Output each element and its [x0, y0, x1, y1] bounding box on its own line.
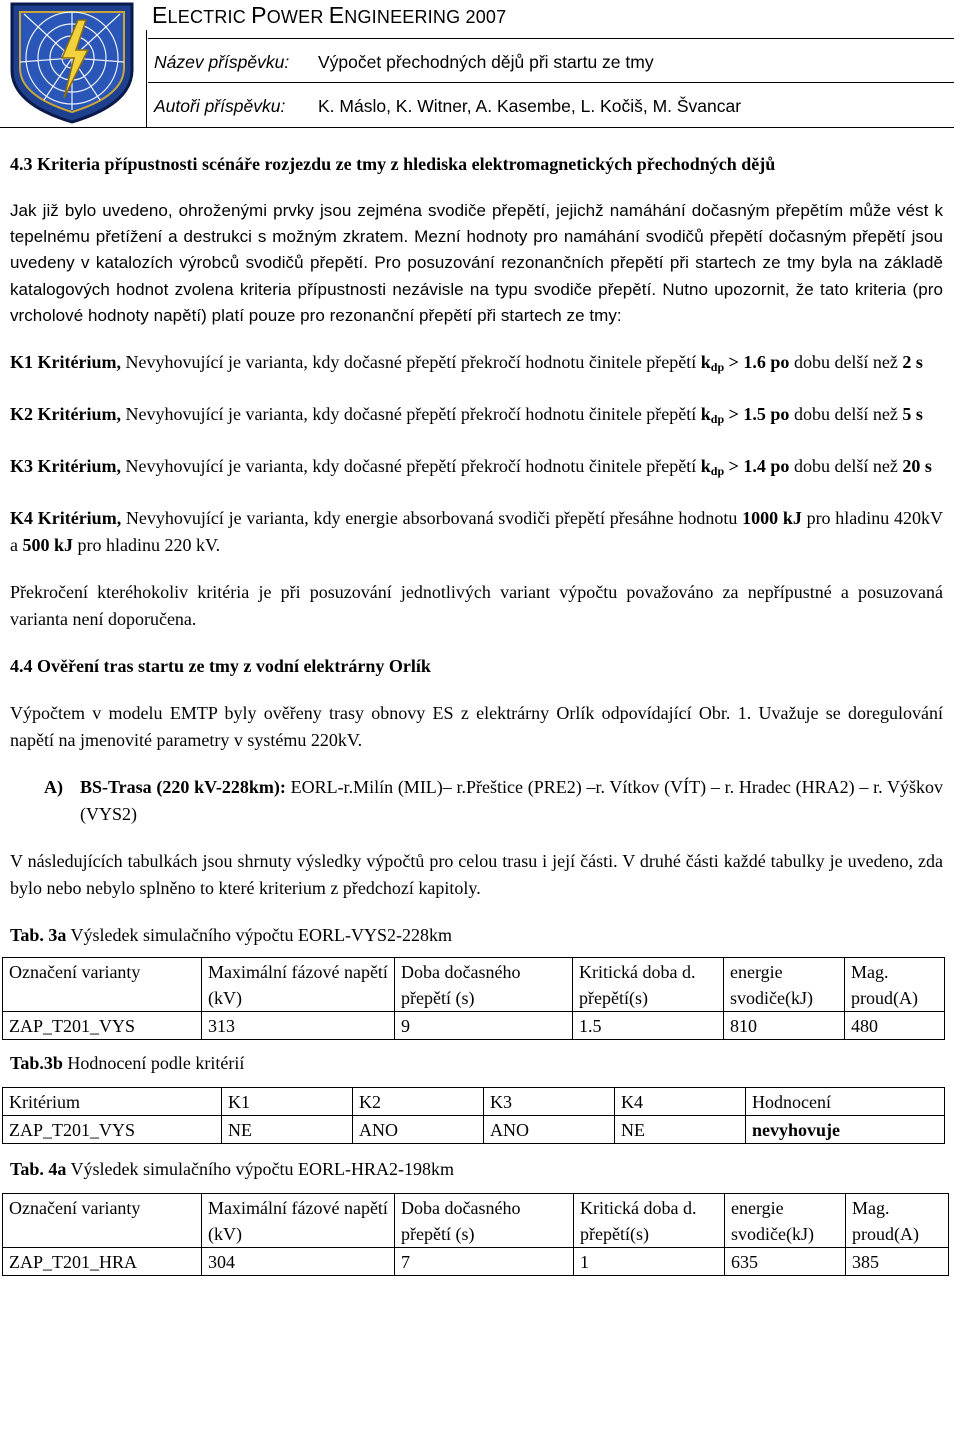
table-header-cell: Označení varianty	[3, 958, 202, 1012]
table-header-cell: Hodnocení	[746, 1088, 945, 1116]
authors: K. Máslo, K. Witner, A. Kasembe, L. Kočiš, M. Švancar	[318, 96, 742, 116]
table-cell: ZAP_T201_HRA	[3, 1248, 202, 1276]
header-bottom-rule	[0, 127, 954, 128]
table-cell: 304	[202, 1248, 395, 1276]
table-header-cell: K2	[353, 1088, 484, 1116]
authors-label: Autoři příspěvku:	[154, 96, 286, 116]
paper-title: Výpočet přechodných dějů při startu ze tmy	[318, 52, 654, 72]
table-cell: 1	[574, 1248, 725, 1276]
section-4-4-paragraph-1: Výpočtem v modelu EMTP byly ověřeny trasy obnovy ES z elektrárny Orlík odpovídající Obr. 1. Uvažuje se doregulování napětí na jmenovité parametry v systému 220kV.	[10, 703, 943, 751]
paper-title-label: Název příspěvku:	[154, 52, 290, 72]
table-cell: 635	[725, 1248, 846, 1276]
route-item-a	[44, 774, 943, 828]
table-header-cell: Maximální fázové napětí (kV)	[202, 1194, 395, 1248]
table-header-cell: Označení varianty	[3, 1194, 202, 1248]
table-3b-caption: Tab.3b Hodnocení podle kritérií	[10, 1053, 245, 1074]
header-vertical-rule	[146, 30, 147, 127]
table-header-cell: K1	[222, 1088, 353, 1116]
table-cell: 9	[395, 1012, 573, 1040]
table-row	[3, 1012, 945, 1040]
section-heading-4-3: 4.3 Kriteria přípustnosti scénáře rozjezdu ze tmy z hlediska elektromagnetických přechodných dějů	[10, 154, 776, 174]
table-4a-caption: Tab. 4a Výsledek simulačního výpočtu EORL-HRA2-198km	[10, 1159, 454, 1180]
table-header-cell: Mag. proud(A)	[845, 958, 945, 1012]
table-cell: 7	[395, 1248, 574, 1276]
table-row	[3, 1248, 949, 1276]
table-header-cell: Kritická doba d. přepětí(s)	[574, 1194, 725, 1248]
table-cell: 385	[846, 1248, 949, 1276]
route-description: BS-Trasa (220 kV-228km): EORL-r.Milín (MIL)– r.Přeštice (PRE2) –r. Vítkov (VÍT) – r. Hradec (HRA2) – r. Výškov (VYS2)	[80, 777, 943, 825]
table-cell: ANO	[484, 1116, 615, 1144]
page-header	[0, 0, 960, 128]
section-4-4-paragraph-2: V následujících tabulkách jsou shrnuty výsledky výpočtů pro celou trasu i její části. V druhé části každé tabulky je uvedeno, zda bylo nebo nebylo splněno to které kriterium z předchozí kapitoly.	[10, 851, 943, 899]
table-header-row	[3, 1088, 945, 1116]
spider-web-shield-logo	[4, 0, 140, 124]
paper-body	[10, 150, 943, 1276]
table-header-cell: Maximální fázové napětí (kV)	[202, 958, 395, 1012]
section-heading-4-4: 4.4 Ověření tras startu ze tmy z vodní elektrárny Orlík	[10, 656, 431, 677]
header-divider	[148, 82, 954, 83]
header-divider	[148, 38, 954, 39]
table-cell: 480	[845, 1012, 945, 1040]
table-cell: ZAP_T201_VYS	[3, 1116, 222, 1144]
table-header-cell: K3	[484, 1088, 615, 1116]
table-header-cell: Doba dočasného přepětí (s)	[395, 1194, 574, 1248]
table-cell: nevyhovuje	[746, 1116, 945, 1144]
table-cell: 1.5	[573, 1012, 724, 1040]
table-header-cell: Mag. proud(A)	[846, 1194, 949, 1248]
table-cell: 810	[724, 1012, 845, 1040]
criterion-k1: K1 Kritérium, Nevyhovující je varianta, kdy dočasné přepětí překročí hodnotu činitele přepětí $k_{dp} > 1.6$ po dobu delší než 2 s	[10, 352, 923, 375]
section-4-3-paragraph-2: Překročení kteréhokoliv kritéria je při posuzování jednotlivých variant výpočtu považováno za nepřípustné a posuzovaná varianta není doporučena.	[10, 582, 943, 630]
criterion-k3: K3 Kritérium, Nevyhovující je varianta, kdy dočasné přepětí překročí hodnotu činitele přepětí $k_{dp} > 1.4$ po dobu delší než 20 s	[10, 456, 932, 479]
authors-row	[154, 96, 741, 117]
table-cell: NE	[222, 1116, 353, 1144]
table-header-row	[3, 1194, 949, 1248]
criterion-k2: K2 Kritérium, Nevyhovující je varianta, kdy dočasné přepětí překročí hodnotu činitele přepětí $k_{dp} > 1.5$ po dobu delší než 5 s	[10, 404, 923, 427]
table-header-row	[3, 958, 945, 1012]
table-3a	[2, 957, 945, 1040]
table-3b	[2, 1087, 945, 1144]
table-cell: ANO	[353, 1116, 484, 1144]
table-cell: NE	[615, 1116, 746, 1144]
paper-title-row	[154, 52, 654, 73]
table-header-cell: energie svodiče(kJ)	[725, 1194, 846, 1248]
table-header-cell: Kritická doba d. přepětí(s)	[573, 958, 724, 1012]
table-cell: ZAP_T201_VYS	[3, 1012, 202, 1040]
table-header-cell: Doba dočasného přepětí (s)	[395, 958, 573, 1012]
table-header-cell: energie svodiče(kJ)	[724, 958, 845, 1012]
route-label: A)	[44, 777, 63, 798]
table-header-cell: K4	[615, 1088, 746, 1116]
table-cell: 313	[202, 1012, 395, 1040]
table-header-cell: Kritérium	[3, 1088, 222, 1116]
table-3a-caption: Tab. 3a Výsledek simulačního výpočtu EORL-VYS2-228km	[10, 925, 453, 946]
conference-title: ELECTRIC POWER ENGINEERING 2007	[152, 2, 507, 28]
table-row	[3, 1116, 945, 1144]
table-4a	[2, 1193, 949, 1276]
criterion-k4: K4 Kritérium, Nevyhovující je varianta, kdy energie absorbovaná svodiči přepětí přesáhne hodnotu 1000 kJ pro hladinu 420kV a 500 kJ pro hladinu 220 kV.	[10, 508, 943, 556]
section-4-3-paragraph-1: Jak již bylo uvedeno, ohroženými prvky jsou zejména svodiče přepětí, jejichž namáhání dočasným přepětím může vést k tepelnému přetížení a destrukci s možným zkratem. Mezní hodnoty pro namáhání svodičů přepětí dočasným přepětí jsou uvedeny v katalozích výrobců svodičů přepětí. Pro posuzování rezonančních přepětí při startech ze tmy byla na základě katalogových hodnot zvolena kriteria přípustnosti nezávisle na typu svodiče přepětí. Nutno upozornit, že tato kriteria (pro vrcholové hodnoty napětí) platí pouze pro rezonanční přepětí při startech ze tmy:	[10, 201, 943, 325]
